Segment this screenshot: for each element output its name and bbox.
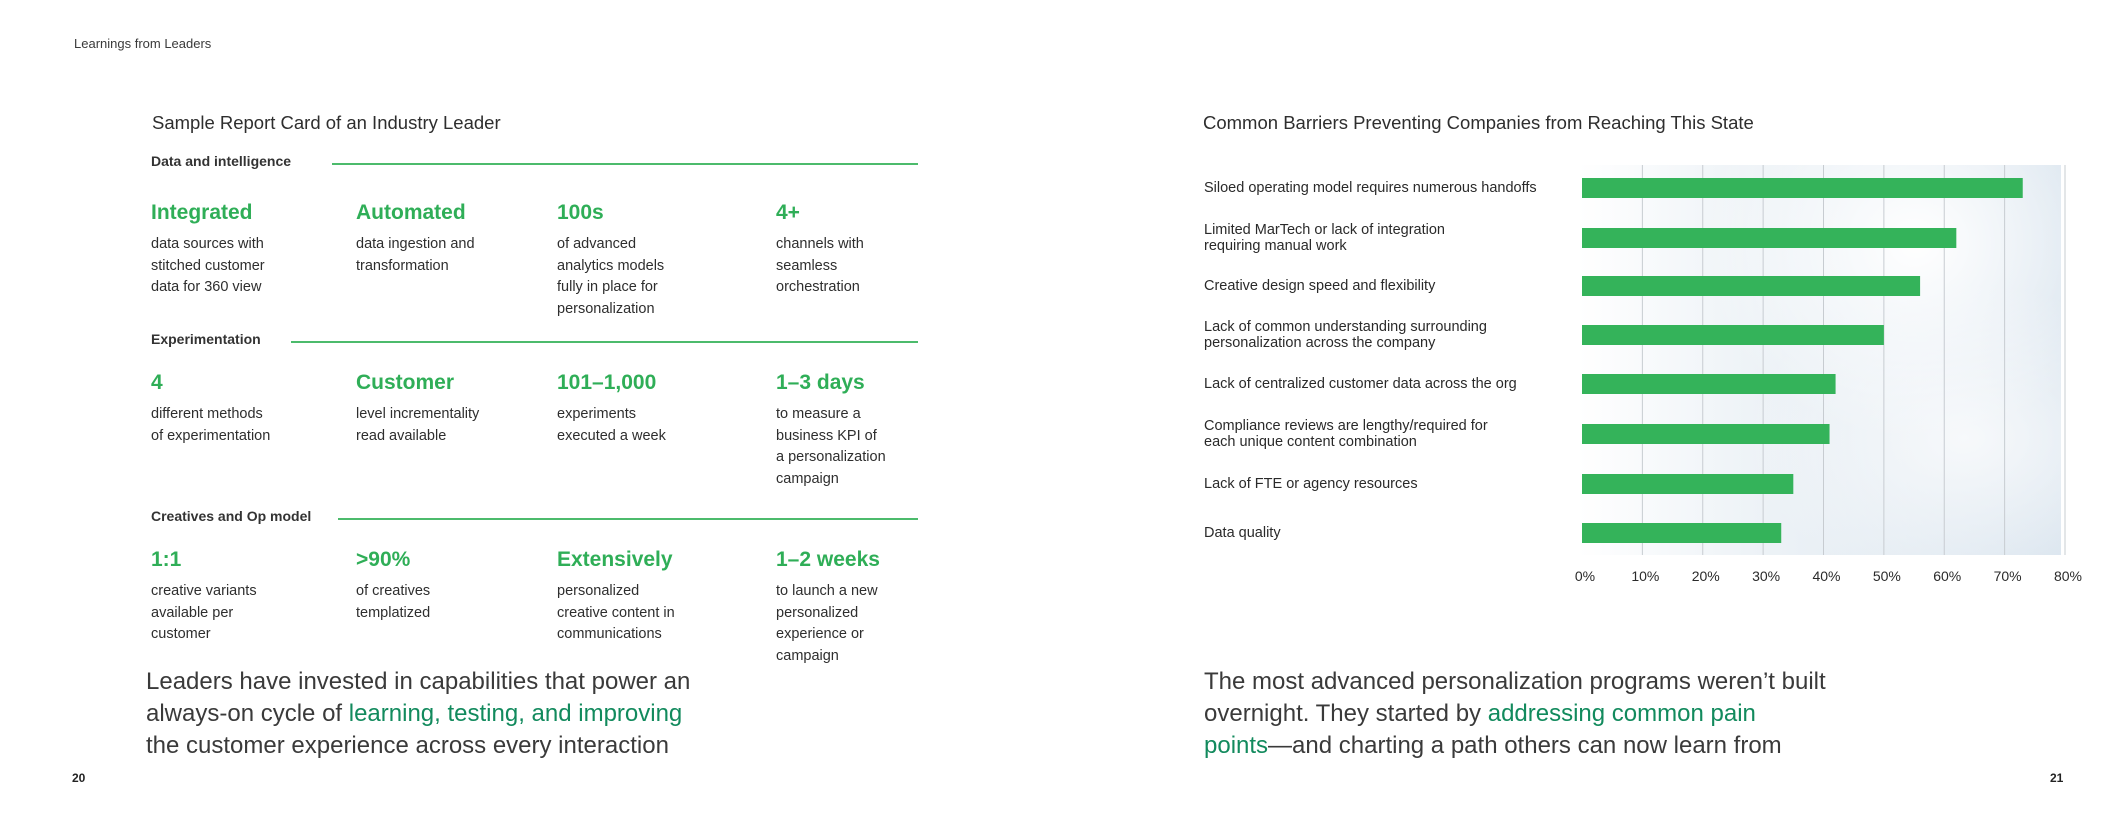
- left-closing-highlight: learning, testing, and improving: [348, 700, 683, 727]
- metric-value: Integrated: [151, 201, 253, 224]
- metric-description: to launch a new personalized experience or campaign: [776, 583, 878, 664]
- chart-category-label: Lack of centralized customer data across the org: [1204, 376, 1517, 392]
- right-closing-highlight: addressing common pain points: [1204, 700, 1756, 759]
- chart-tick-label: 50%: [1872, 568, 1901, 584]
- chart-bar: [1582, 523, 1781, 543]
- metric-description: experiments executed a week: [557, 406, 666, 444]
- left-closing-text: Leaders have invested in capabilities that power an always-on cycle of: [146, 668, 691, 727]
- chart-category-label: Creative design speed and flexibility: [1204, 278, 1436, 294]
- report-card-title: Sample Report Card of an Industry Leader: [152, 112, 501, 133]
- chart-tick-label: 80%: [2053, 568, 2083, 584]
- metric-value: 1–3 days: [776, 371, 865, 394]
- chart-tick-label: 0%: [1574, 568, 1596, 584]
- metric-description: of advanced analytics models fully in place for personalization: [557, 236, 665, 317]
- metric-description: to measure a business KPI of a personalization campaign: [776, 406, 886, 487]
- running-head: Learnings from Leaders: [74, 36, 212, 51]
- metric-value: 4: [151, 371, 163, 394]
- chart-bar: [1582, 325, 1884, 345]
- right-closing-text: The most advanced personalization programs weren’t built overnight. They started by: [1204, 668, 1826, 727]
- right-closing-statement: [1204, 666, 1826, 762]
- metric-value: 100s: [557, 201, 604, 224]
- metric-value: 1:1: [151, 548, 182, 571]
- chart-tick-label: 20%: [1691, 568, 1720, 584]
- chart-title: Common Barriers Preventing Companies from Reaching This State: [1203, 112, 1754, 133]
- metric-description: data ingestion and transformation: [356, 236, 475, 274]
- metric-description: different methods of experimentation: [151, 406, 271, 444]
- metric-description: personalized creative content in communications: [557, 583, 675, 642]
- chart-category-label: Siloed operating model requires numerous handoffs: [1204, 180, 1537, 196]
- metric-value: Automated: [356, 201, 466, 224]
- section-label: Data and intelligence: [151, 153, 292, 169]
- metric-description: data sources with stitched customer data for 360 view: [151, 236, 265, 295]
- left-closing-text-end: the customer experience across every interaction: [146, 732, 669, 759]
- chart-bar: [1582, 424, 1830, 444]
- right-closing-text-end: —and charting a path others can now learn from: [1268, 732, 1782, 759]
- chart-tick-label: 30%: [1752, 568, 1781, 584]
- page-number-right: 21: [2050, 771, 2064, 785]
- page-number-left: 20: [72, 771, 86, 785]
- metric-description: channels with seamless orchestration: [776, 236, 864, 295]
- metric-value: Customer: [356, 371, 455, 394]
- chart-bar: [1582, 228, 1956, 248]
- metric-value: 4+: [776, 201, 800, 224]
- metric-value: 1–2 weeks: [776, 548, 880, 571]
- chart-category-label: Lack of FTE or agency resources: [1204, 476, 1418, 492]
- section-label: Creatives and Op model: [151, 508, 312, 524]
- chart-tick-label: 70%: [1993, 568, 2022, 584]
- chart-bar: [1582, 474, 1793, 494]
- chart-category-label: Compliance reviews are lengthy/required for each unique content combination: [1204, 418, 1488, 450]
- chart-tick-label: 40%: [1812, 568, 1841, 584]
- metric-value: Extensively: [557, 548, 673, 571]
- chart-category-label: Limited MarTech or lack of integration requiring manual work: [1204, 222, 1445, 254]
- chart-category-label: Lack of common understanding surrounding personalization across the company: [1204, 319, 1487, 351]
- section-label: Experimentation: [151, 331, 261, 347]
- chart-bar: [1582, 374, 1836, 394]
- chart-bar: [1582, 276, 1920, 296]
- chart-category-label: Data quality: [1204, 525, 1281, 541]
- chart-tick-label: 60%: [1933, 568, 1962, 584]
- metric-description: creative variants available per customer: [151, 583, 257, 642]
- metric-description: of creatives templatized: [356, 583, 431, 621]
- chart-bar: [1582, 178, 2023, 198]
- metric-value: >90%: [356, 548, 411, 571]
- metric-value: 101–1,000: [557, 371, 657, 394]
- metric-description: level incrementality read available: [356, 406, 480, 444]
- chart-tick-label: 10%: [1631, 568, 1660, 584]
